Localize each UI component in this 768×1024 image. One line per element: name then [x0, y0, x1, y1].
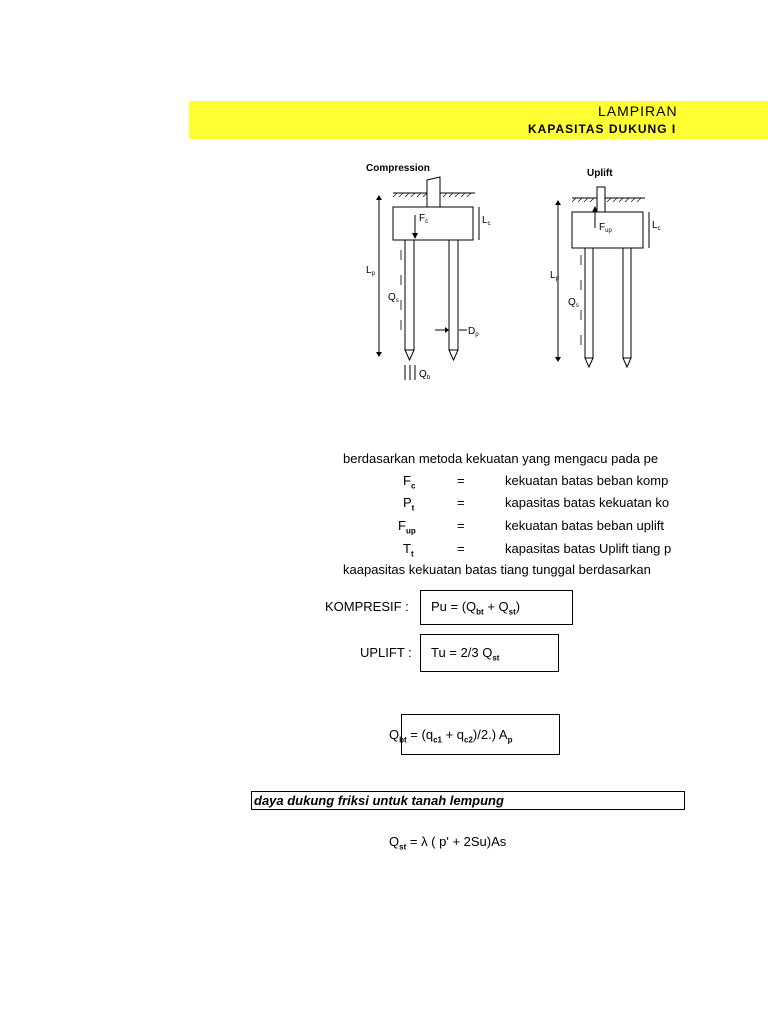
svg-text:Qs: $Q_s$: [388, 292, 399, 304]
definition-symbol: $F_{up}$: [398, 518, 416, 536]
definition-symbol: $T_t$: [403, 541, 414, 559]
definition-equals: =: [457, 518, 465, 533]
intro-text: berdasarkan metoda kekuatan yang mengacu pada pe: [343, 451, 659, 466]
svg-text:Fup: $F_{up}$: [599, 222, 612, 234]
definition-desc: kekuatan batas beban uplift: [505, 518, 665, 533]
kompresif-formula: $Pu = (Q_{bt} + Q_{st})$: [431, 599, 521, 617]
uplift-label: UPLIFT :: [360, 645, 412, 660]
definition-equals: =: [457, 473, 465, 488]
capacity-text: kaapasitas kekuatan batas tiang tunggal berdasarkan: [343, 562, 651, 577]
uplift-diagram: [545, 160, 675, 375]
svg-text:Fc: $F_c$: [419, 213, 429, 225]
definition-desc: kekuatan batas beban komp: [505, 473, 669, 488]
header-banner: [189, 101, 768, 139]
kompresif-label: KOMPRESIF :: [325, 599, 409, 614]
friction-heading-box: [251, 791, 685, 810]
svg-text:Lp: $L_p$: [366, 265, 375, 277]
definition-equals: =: [457, 541, 465, 556]
friction-heading: daya dukung friksi untuk tanah lempung: [254, 793, 504, 808]
svg-text:Dp: $D_p$: [468, 326, 479, 338]
compression-title: Compression: [366, 163, 430, 174]
definition-symbol: $F_c$: [403, 473, 416, 491]
qbt-formula: $Q_{bt} = (q_{c1} + q_{c2})/2$.) $A_p$: [389, 727, 513, 745]
uplift-title: Uplift: [587, 168, 613, 179]
svg-text:Qb: $Q_b$: [419, 369, 431, 381]
header-subtitle: KAPASITAS DUKUNG I: [528, 122, 677, 136]
header-title: LAMPIRAN: [598, 103, 678, 119]
definition-symbol: $P_t$: [403, 495, 415, 513]
definition-desc: kapasitas batas kekuatan ko: [505, 495, 670, 510]
compression-diagram: [355, 155, 505, 385]
uplift-formula: Tu = 2/3 $Q_{st}$: [431, 645, 500, 663]
svg-text:Lc: $L_c$: [482, 215, 491, 227]
definition-desc: kapasitas batas Uplift tiang p: [505, 541, 672, 556]
svg-text:Lc: $L_c$: [652, 220, 661, 232]
svg-text:Qs: $Q_s$: [568, 297, 579, 309]
qst-formula: $Q_{st} = \lambda$ ( p' + 2Su)As: [389, 834, 507, 852]
svg-text:Lp: $L_p$: [550, 270, 559, 282]
definition-equals: =: [457, 495, 465, 510]
